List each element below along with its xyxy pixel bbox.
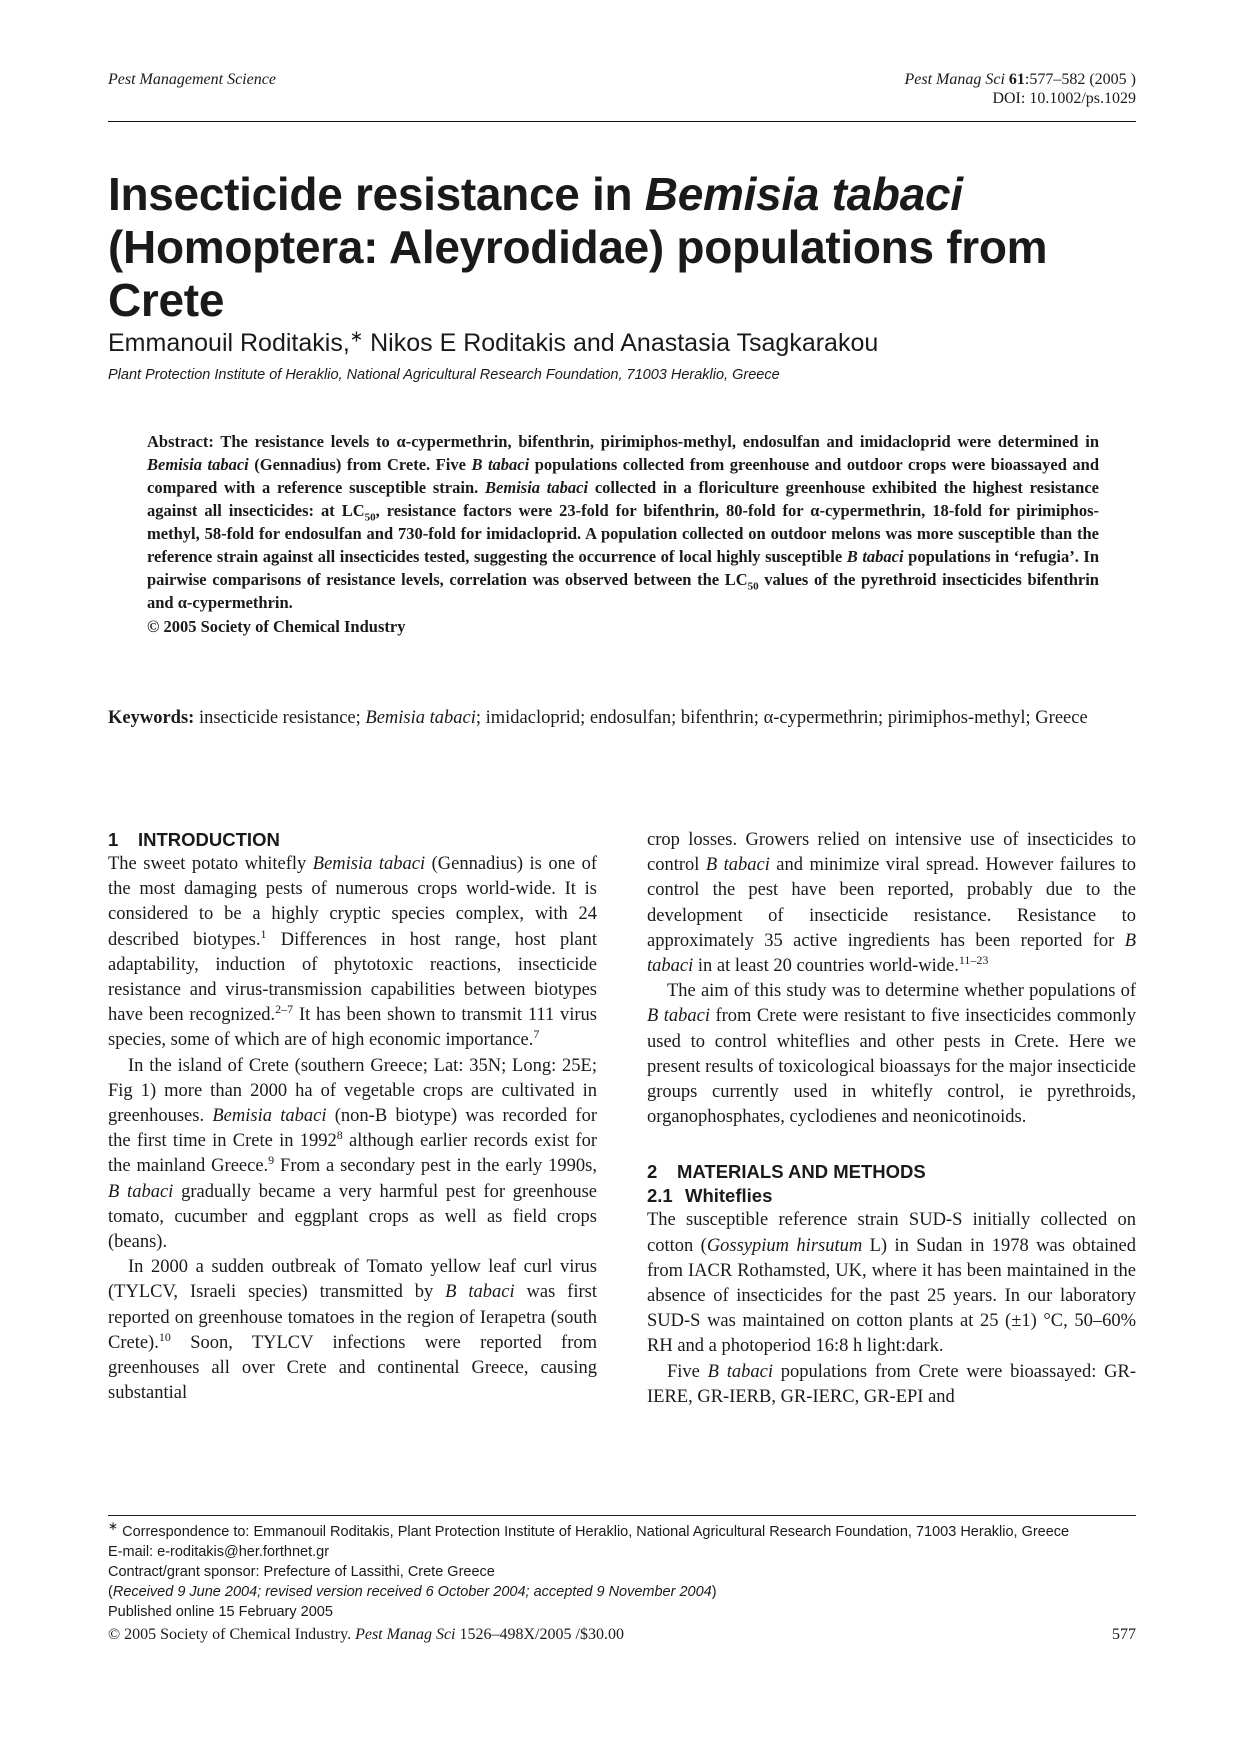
- volume-number: 61: [1008, 71, 1025, 88]
- keywords: Keywords: insecticide resistance; Bemisia tabaci; imidacloprid; endosulfan; bifenthrin; α-cypermethrin; pirimiphos-methyl; Greece: [108, 708, 1088, 728]
- footer-copyright: © 2005 Society of Chemical Industry. Pest Manag Sci 1526–498X/2005 /$30.00: [108, 1626, 624, 1643]
- affiliation: Plant Protection Institute of Heraklio, National Agricultural Research Foundation, 71003 Heraklio, Greece: [108, 367, 780, 383]
- methods-paragraph-2: Five B tabaci populations from Crete were bioassayed: GR-IERE, GR-IERB, GR-IERC, GR-EPI and: [647, 1361, 1136, 1407]
- correspondence-note: ∗ Correspondence to: Emmanouil Roditakis, Plant Protection Institute of Heraklio, National Agricultural Research Foundation, 71003 Heraklio, Greece: [108, 1519, 1070, 1540]
- intro-paragraph-2: In the island of Crete (southern Greece; Lat: 35N; Long: 25E; Fig 1) more than 2000 ha of vegetable crops are cultivated in greenhouses. Bemisia tabaci (non-B biotype) was recorded for the first time in Crete in 1992$^8$ although earlier records exist for the mainland Greece.$^9$ From a secondary pest in the early 1990s, B tabaci gradually became a very harmful pest for greenhouse tomato, cucumber and eggplant crops as well as field crops (beans).: [108, 1055, 598, 1253]
- published-date: Published online 15 February 2005: [108, 1604, 333, 1620]
- running-header: [108, 70, 1136, 110]
- page-number: 577: [1112, 1626, 1136, 1643]
- methods-paragraph-1: The susceptible reference strain SUD-S initially collected on cotton (Gossypium hirsutum L) in Sudan in 1978 was obtained from IACR Rothamsted, UK, where it has been maintained in the absence of insecticides for the past 25 years. In our laboratory SUD-S was maintained on cotton plants at 25 (±1) °C, 50–60% RH and a photoperiod 16:8 h light:dark.: [647, 1210, 1137, 1357]
- corresponding-author-mark: ∗: [349, 328, 364, 346]
- citation-line: Pest Manag Sci 61:577–582 (2005 ): [904, 71, 1136, 88]
- doi: DOI: 10.1002/ps.1029: [992, 90, 1136, 107]
- intro-paragraph-3: In 2000 a sudden outbreak of Tomato yellow leaf curl virus (TYLCV, Israeli species) transmitted by B tabaci was first reported on greenhouse tomatoes in the region of Ierapetra (south Crete).$^{10}$ Soon, TYLCV infections were reported from greenhouses all over Crete and continental Greece, causing substantial: [108, 1257, 597, 1404]
- abstract: [147, 430, 1099, 638]
- intro-paragraph-1: The sweet potato whitefly Bemisia tabaci (Gennadius) is one of the most damaging pests of numerous crops world-wide. It is considered to be a highly cryptic species complex, with 24 described biotypes.$^1$ Differences in host range, host plant adaptability, induction of phytotoxic reactions, insecticide resistance and virus-transmission capabilities between biotypes have been recognized.$^{2-7}$ It has been shown to transmit 111 virus species, some of which are of high economic importance.$^7$: [108, 854, 597, 1051]
- keywords-label: Keywords:: [108, 708, 195, 728]
- citation-block: [904, 70, 1136, 108]
- title-species: Bemisia tabaci: [644, 168, 963, 220]
- article-title: Insecticide resistance in Bemisia tabaci (Homoptera: Aleyrodidae) populations from Crete: [108, 168, 1048, 326]
- journal-name: Pest Management Science: [108, 71, 276, 88]
- author-list: Emmanouil Roditakis,∗ Nikos E Roditakis and Anastasia Tsagkarakou: [108, 328, 879, 357]
- email-note: E-mail: e-roditakis@her.forthnet.gr: [108, 1544, 330, 1560]
- footnote-rule: [108, 1515, 1136, 1516]
- received-dates: (Received 9 June 2004; revised version received 6 October 2004; accepted 9 November 2004): [108, 1584, 717, 1600]
- section-heading-introduction: 1 INTRODUCTION: [108, 829, 280, 850]
- subsection-heading-whiteflies: 2.1 Whiteflies: [647, 1185, 773, 1207]
- section-heading-methods: 2 MATERIALS AND METHODS: [647, 1161, 926, 1183]
- right-column: [647, 828, 1136, 1410]
- footnotes: [108, 1519, 1136, 1622]
- left-column: [108, 828, 597, 1406]
- abstract-text: Abstract: The resistance levels to α-cypermethrin, bifenthrin, pirimiphos-methyl, endosulfan and imidacloprid were determined in Bemisia tabaci (Gennadius) from Crete. Five B tabaci populations collected from greenhouse and outdoor crops were bioassayed and compared with a reference susceptible strain. Bemisia tabaci collected in a floriculture greenhouse exhibited the highest resistance against all insecticides: at $LC_{50}$, resistance factors were 23-fold for bifenthrin, 80-fold for α-cypermethrin, 18-fold for pirimiphos-methyl, 58-fold for endosulfan and 730-fold for imidacloprid. A population collected on outdoor melons was more susceptible than the reference strain against all insecticides tested, suggesting the occurrence of local highly susceptible B tabaci populations in ‘refugia’. In pairwise comparisons of resistance levels, correlation was observed between the $LC_{50}$ values of the pyrethroid insecticides bifenthrin and α-cypermethrin.: [147, 432, 1100, 612]
- intro-paragraph-4: The aim of this study was to determine whether populations of B tabaci from Crete were resistant to five insecticides commonly used to control whiteflies and other pests in Crete. Here we present results of toxicological bioassays for the major insecticide groups currently used in whitefly control, ie pyrethroids, organophosphates, cyclodienes and neonicotinoids.: [647, 981, 1136, 1128]
- sponsor-note: Contract/grant sponsor: Prefecture of Lassithi, Crete Greece: [108, 1564, 495, 1580]
- section-gap: [647, 1130, 1136, 1160]
- header-rule: [108, 121, 1136, 122]
- abstract-copyright: © 2005 Society of Chemical Industry: [147, 617, 406, 636]
- article-page: [108, 0, 1136, 1755]
- intro-paragraph-3-continued: crop losses. Growers relied on intensive use of insecticides to control B tabaci and minimize viral spread. However failures to control the pest have been reported, probably due to the development of insecticide resistance. Resistance to approximately 35 active ingredients has been reported for B tabaci in at least 20 countries world-wide.$^{11-23}$: [647, 830, 1137, 977]
